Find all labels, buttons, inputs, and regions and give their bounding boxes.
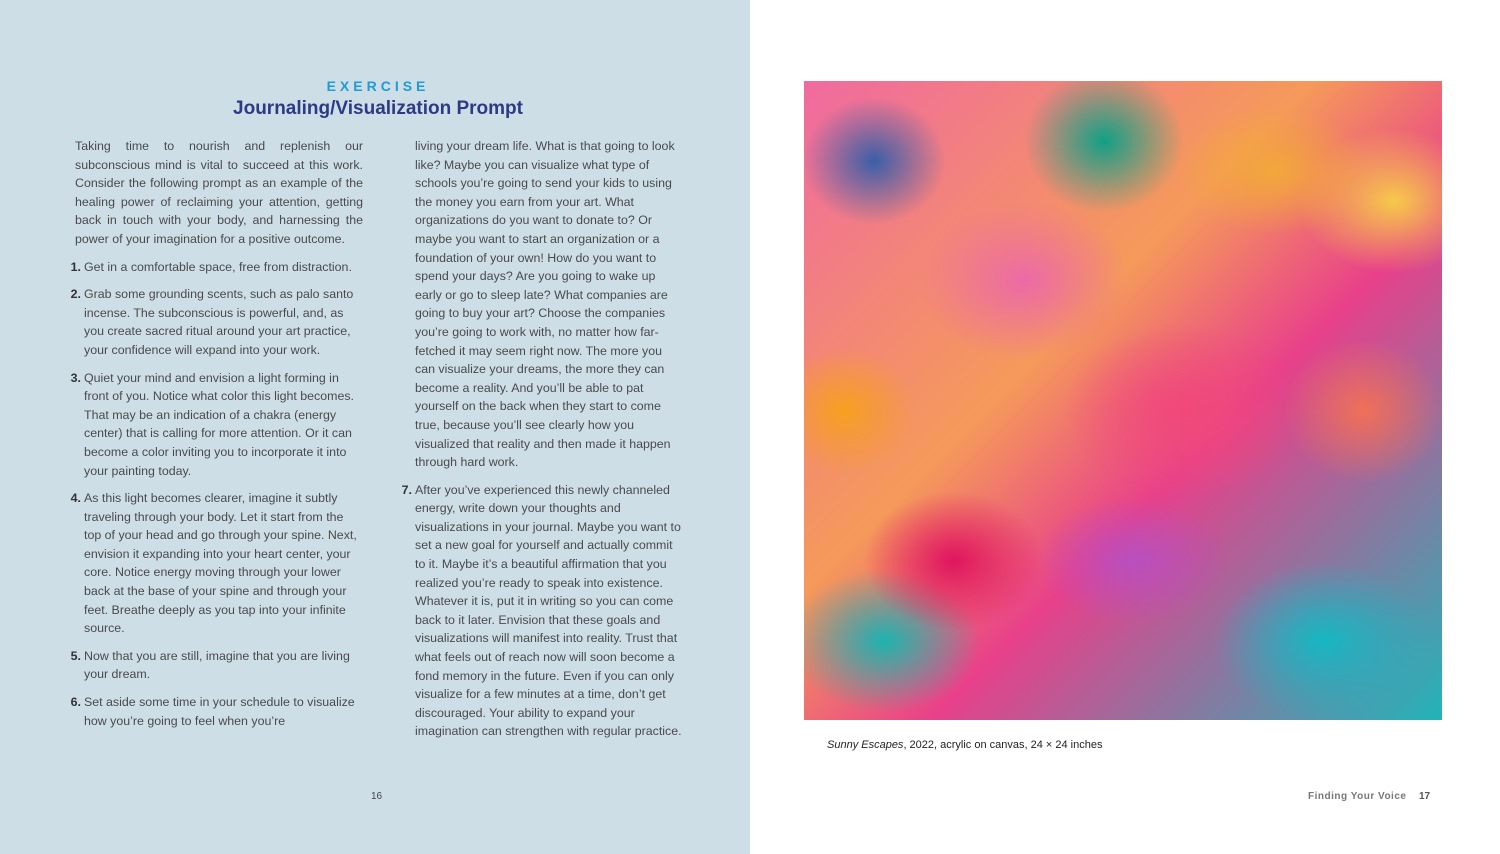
item-number: 3. [70, 370, 81, 385]
page-number-right: 17 [1419, 791, 1431, 802]
item-6-continued: living your dream life. What is that going to look like? Maybe you can visualize what type of schools you’re going to send your kids to using the money you earn from your art. What organizations do you want to donate to? Or maybe you want to start an organization or a foundation of your own! How do you want to spend your days? Are you going to wake up early or go to sleep late? What companies are going to buy your art? Choose the companies you’re going to work with, no matter how far-fetched it may seem right now. The more you can visualize your dreams, the more they can become a reality. And you’ll be able to pat yourself on the back when they start to come true, because you’ll see clearly how you visualized that reality and then made it happen through hard work. [415, 139, 675, 470]
item-number: 7. [401, 482, 412, 497]
list-item [392, 481, 683, 741]
item-text: Now that you are still, imagine that you are living your dream. [84, 648, 350, 682]
item-number: 4. [70, 491, 81, 506]
caption-title: Sunny Escapes [827, 739, 904, 751]
item-number: 5. [70, 648, 81, 663]
list-item [61, 647, 363, 684]
caption-details: , 2022, acrylic on canvas, 24 × 24 inches [903, 739, 1103, 751]
list-item [61, 258, 363, 277]
item-number: 6. [70, 695, 81, 710]
list-item [61, 369, 363, 481]
column-left [70, 137, 363, 739]
painting-caption [827, 739, 1102, 751]
item-text: Get in a comfortable space, free from distraction. [84, 259, 352, 274]
item-text: As this light becomes clearer, imagine it subtly traveling through your body. Let it start from the top of your head and go through your spine. Next, envision it expanding into your heart center, your core. Notice energy moving through your lower back at the base of your spine and through your feet. Breathe deeply as you tap into your infinite source. [84, 491, 357, 636]
item-text: Set aside some time in your schedule to visualize how you’re going to feel when you’re [84, 695, 355, 728]
list-item [61, 285, 363, 359]
item-number: 2. [70, 287, 81, 302]
item-text: After you’ve experienced this newly channeled energy, write down your thoughts and visualizations in your journal. Maybe you want to set a new goal for yourself and actually commit to it. Maybe it’s a beautiful affirmation that you realized you’re ready to speak into existence. Whatever it is, put it in writing so you can come back to it later. Envision that these goals and visualizations will manifest into reality. Trust that what feels out of reach now will soon become a fond memory in the future. Even if you can only visualize for a few minutes at a time, don’t get discouraged. Your ability to expand your imagination can strengthen with regular practice. [415, 482, 682, 739]
item-text: Grab some grounding scents, such as palo santo incense. The subconscious is powerful, and, as you create sacred ritual around your art practice, your confidence will expand into your work. [84, 287, 354, 357]
exercise-title: Journaling/Visualization Prompt [233, 98, 523, 119]
list-item [61, 489, 363, 638]
painting-image [804, 81, 1442, 720]
running-head: Finding Your Voice [1308, 791, 1407, 802]
item-text: Quiet your mind and envision a light forming in front of you. Notice what color this light becomes. That may be an indication of a chakra (energy center) that is calling for more attention. Or it can become a color inviting you to incorporate it into your painting today. [84, 370, 354, 478]
column-right [401, 137, 683, 750]
page-number-left: 16 [371, 791, 383, 802]
intro-paragraph: Taking time to nourish and replenish our subconscious mind is vital to succeed at this work. Consider the following prompt as an example of the healing power of reclaiming your attention, getting back in touch with your body, and harnessing the power of your imagination for a positive outcome. [75, 139, 363, 246]
list-item [61, 693, 363, 730]
item-number: 1. [70, 259, 81, 274]
exercise-kicker: EXERCISE [326, 78, 430, 94]
